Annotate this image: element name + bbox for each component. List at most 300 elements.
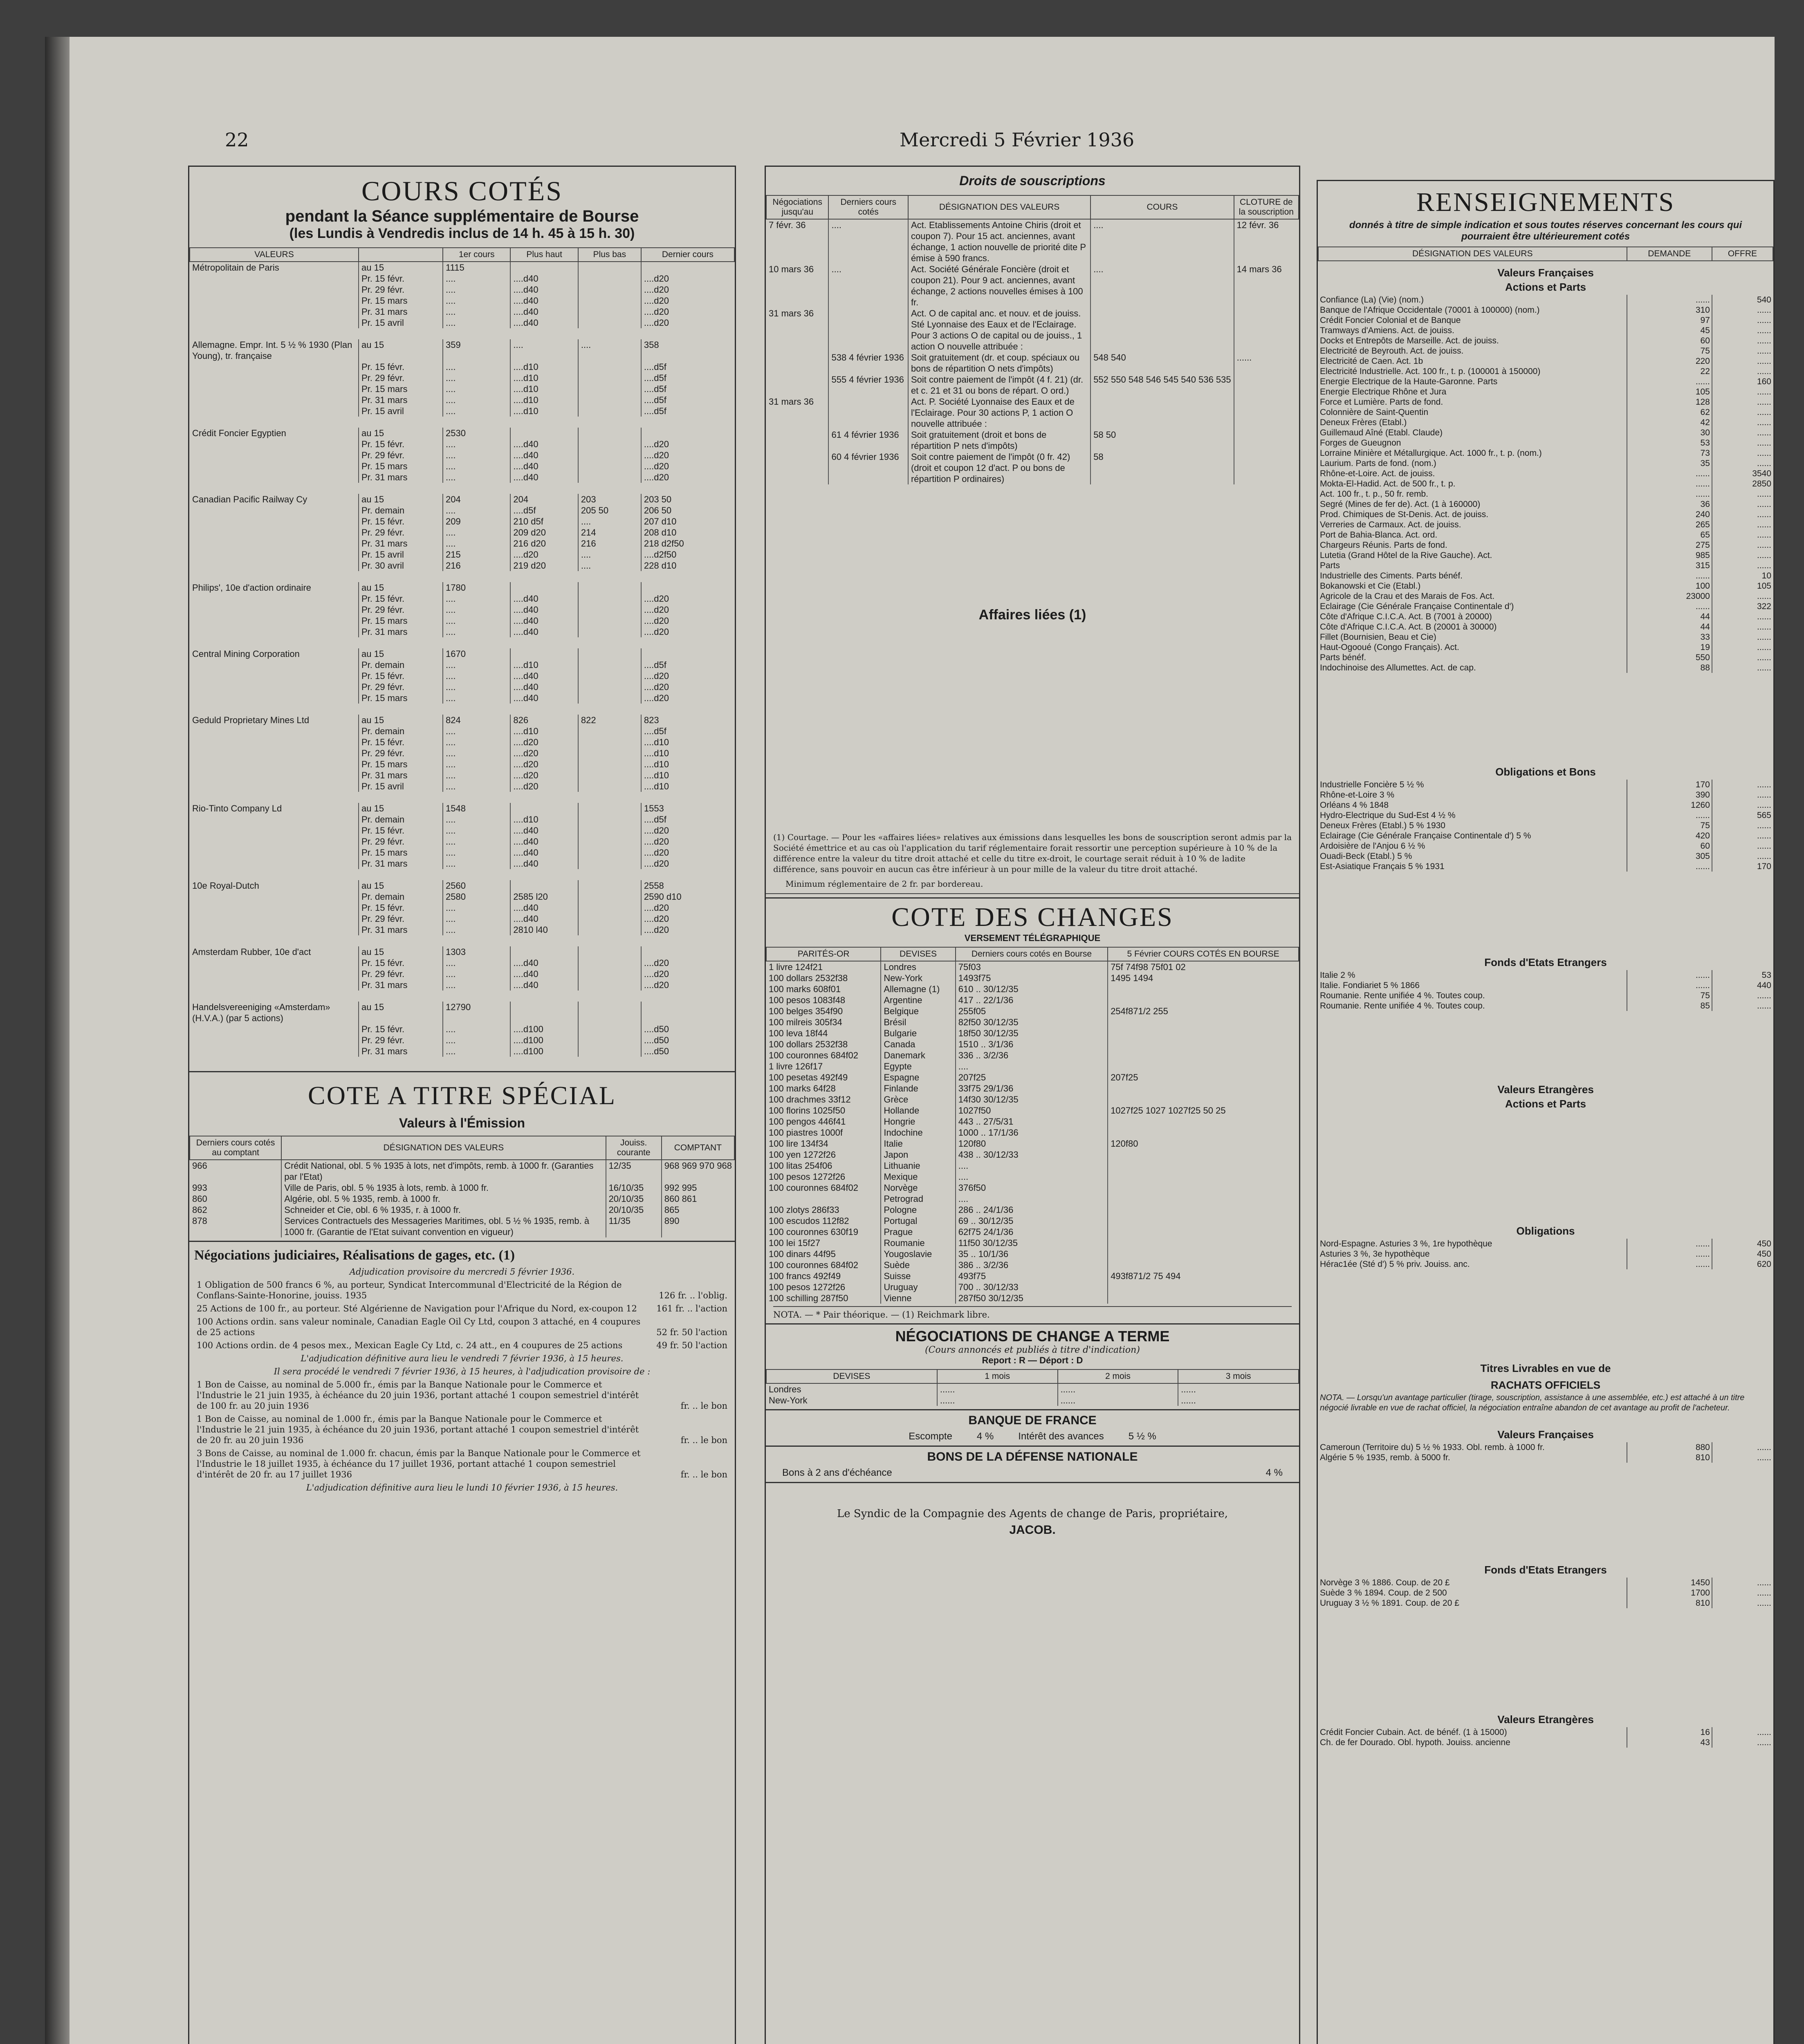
change-row-cell: 100 pesos 1083f48 [769,995,846,1005]
action-row [1318,612,1773,622]
cours-cotes-row-cell: 1115 [443,262,510,273]
souscription-row-cell [1234,429,1299,451]
cours-cotes-row-cell [578,361,641,372]
etr-obligation-row-cell: ...... [1627,1239,1712,1249]
cours-cotes-row-cell: Pr. 15 mars [359,759,443,770]
negociation-item-text: 25 Actions de 100 fr., au porteur. Sté Algérienne de Navigation pour l'Afrique du Nord, ex-coupon 12 [197,1304,637,1313]
cours-cotes-row-cell: 203 [578,494,641,505]
change-row-cell: .... [956,1193,1108,1204]
cours-cotes-row-cell [578,615,641,626]
change-row-cell: Indochine [881,1127,955,1138]
change-row-cell: 100 litas 254f06 [769,1161,832,1171]
cours-cotes-row-cell: ....d20 [510,770,578,781]
obligation-row-cell: 170 [1712,861,1773,872]
change-row-cell: 438 .. 30/12/33 [956,1149,1108,1160]
cours-cotes-header-2: 1er cours [443,248,510,262]
cours-cotes-row-cell [578,836,641,847]
change-row-cell [1108,1160,1299,1171]
cours-cotes-row-cell: ....d20 [641,439,734,450]
souscription-row-cell [1234,308,1299,352]
cours-cotes-row-cell: ....d20 [641,979,734,991]
souscription-row-cell [766,374,828,396]
obligation-row-cell: ...... [1627,810,1712,820]
cours-cotes-row-cell: 2585 l20 [510,891,578,902]
action-row-cell: 33 [1627,632,1712,642]
action-row-cell: ...... [1627,295,1712,305]
cours-cotes-row-cell [190,295,359,306]
cours-cotes-row-cell: Pr. 31 mars [359,924,443,935]
cours-cotes-row [190,902,734,913]
cours-cotes-row-cell: .... [443,505,510,516]
action-row-cell: Electricité de Beyrouth. Act. de jouiss. [1320,346,1464,356]
action-row-cell: 985 [1627,550,1712,560]
cours-cotes-row-cell [190,439,359,450]
cours-cotes-row-cell [578,439,641,450]
changes-title: COTE DES CHANGES [891,902,1173,932]
section-tl-valeurs-etrangeres-label: Valeurs Etrangères [1497,1713,1594,1726]
cours-cotes-row-cell [578,372,641,383]
section-valeurs-etrangeres [1318,1080,1773,1097]
action-row-cell: ...... [1627,479,1712,489]
cours-cotes-row-cell [510,582,578,593]
cours-cotes-row-cell [578,317,641,328]
cours-cotes-row-cell: ....d20 [641,858,734,869]
change-row-cell: 493f871/2 75 494 [1108,1271,1299,1282]
change-row-cell: Prague [881,1226,955,1237]
titre-special-row [190,1182,734,1193]
syndic-name: JACOB. [1009,1523,1056,1537]
change-row-cell: 100 milreis 305f34 [769,1017,842,1027]
cours-cotes-row-cell: .... [443,406,510,417]
cours-cotes-row [190,803,734,814]
change-row-cell: 610 .. 30/12/35 [956,984,1108,995]
change-row-cell [1108,1204,1299,1215]
cours-cotes-row [190,306,734,317]
spacer [190,417,359,428]
fonds-row-cell: ...... [1712,1001,1773,1011]
change-row-cell: 33f75 29/1/36 [956,1083,1108,1094]
change-row-cell: 700 .. 30/12/33 [956,1282,1108,1293]
obligation-row-cell: ...... [1712,820,1773,831]
change-row-cell: 100 escudos 112f82 [769,1216,849,1226]
tl-ve-row-cell: 16 [1627,1727,1712,1737]
action-row-cell: Confiance (La) (Vie) (nom.) [1320,295,1424,305]
cours-cotes-row-cell: ....d5f [641,372,734,383]
action-row-cell: ...... [1712,366,1773,377]
change-row-cell: .... [956,1061,1108,1072]
obligation-row [1318,831,1773,841]
cours-cotes-row-cell [190,748,359,759]
cours-cotes-row-cell: Pr. 15 févr. [359,273,443,284]
cours-cotes-row-cell: Pr. 15 avril [359,317,443,328]
etr-obligation-row [1318,1249,1773,1259]
action-row-cell: 220 [1627,356,1712,366]
cours-cotes-row-cell: 1548 [443,803,510,814]
action-row-cell: Energie Electrique Rhône et Jura [1320,387,1447,397]
change-row-cell: 75f 74f98 75f01 02 [1108,961,1299,973]
section-gap [1318,673,1773,763]
cours-cotes-row-cell: ....d20 [641,924,734,935]
tl-fe-row-cell: 1450 [1627,1578,1712,1588]
cours-cotes-row-cell: .... [443,781,510,792]
page-date: Mercredi 5 Février 1936 [900,129,1135,151]
cours-cotes-header-1 [359,248,443,262]
cours-cotes-row-cell: .... [578,560,641,571]
action-row-cell: ...... [1627,468,1712,479]
cours-cotes-row-cell: 218 d2f50 [641,538,734,549]
change-row-cell: 336 .. 3/2/36 [956,1050,1108,1061]
cours-cotes-row-cell: ....d40 [510,472,578,483]
cours-cotes-row-cell [190,626,359,637]
cours-cotes-row-cell: Pr. 29 févr. [359,913,443,924]
action-row-cell: 62 [1627,407,1712,417]
titre-special-row-cell: 12/35 [606,1160,662,1182]
cours-cotes-row-cell: 215 [443,549,510,560]
cours-cotes-row-cell: Pr. 15 mars [359,461,443,472]
obligation-row-cell: Deneux Frères (Etabl.) 5 % 1930 [1320,821,1445,830]
change-row [766,1260,1299,1271]
action-row-cell: Haut-Ogooué (Congo Français). Act. [1320,643,1459,652]
action-row-cell: ...... [1712,407,1773,417]
etr-obligation-row-cell: Hérac1ée (Sté d') 5 % priv. Jouiss. anc. [1320,1260,1470,1269]
cours-cotes-row-cell: Geduld Proprietary Mines Ltd [192,715,310,725]
action-row [1318,366,1773,377]
section-rachats-officiels-label: RACHATS OFFICIELS [1490,1379,1601,1391]
cours-cotes-row-cell: 823 [641,715,734,726]
cours-cotes-row-cell: .... [443,593,510,604]
cours-cotes-row-cell: 824 [443,715,510,726]
cours-cotes-row-cell: 214 [578,527,641,538]
group-spacer [190,328,734,339]
souscriptions-header-3: COURS [1090,195,1234,219]
change-row-cell: 75f03 [956,961,1108,973]
cours-cotes-row-cell [190,770,359,781]
souscription-row-cell [1234,374,1299,396]
cours-cotes-row-cell: Pr. 29 févr. [359,836,443,847]
cours-cotes-row-cell: ....d20 [641,295,734,306]
action-row-cell: 315 [1627,560,1712,571]
change-row-cell [1108,1293,1299,1304]
cours-cotes-row [190,262,734,273]
souscription-row-cell: Act. P. Société Lyonnaise des Eaux et de l'Eclairage. Pour 30 actions P, 1 action O nouvelle attribuée : [908,396,1090,429]
change-row-cell [1108,1260,1299,1271]
souscription-row-cell: 58 [1090,451,1234,484]
cours-cotes-row-cell: ....d20 [641,913,734,924]
section-actions-parts-2 [1318,1097,1773,1112]
cours-cotes-row-cell: Métropolitain de Paris [192,262,279,273]
cours-cotes-row-cell [578,781,641,792]
cours-cotes-row-cell: ....d20 [641,670,734,681]
cours-cotes-row [190,748,734,759]
cours-cotes-row-cell: ....d10 [641,748,734,759]
newspaper-page [45,37,1775,2044]
cours-cotes-row-cell [190,737,359,748]
souscription-row-cell: Soit contre paiement de l'impôt (4 f. 21) (dr. et c. 21 et 31 ou bons de répart. O ord.) [908,374,1090,396]
cours-cotes-row-cell [641,648,734,659]
action-row [1318,652,1773,663]
cours-cotes-row-cell: 1780 [443,582,510,593]
cours-cotes-row [190,946,734,957]
cours-cotes-row-cell [641,428,734,439]
action-row-cell: ...... [1712,520,1773,530]
section-rachats-officiels [1318,1376,1773,1393]
action-row-cell: ...... [1712,346,1773,356]
cours-cotes-row [190,538,734,549]
cours-cotes-row-cell [190,383,359,394]
cours-cotes-row-cell: .... [578,549,641,560]
titre-special-header-1: DÉSIGNATION DES VALEURS [281,1136,606,1160]
cours-cotes-row-cell: 2558 [641,880,734,891]
cours-cotes-row-cell [190,681,359,693]
action-row-cell: 35 [1627,458,1712,468]
group-spacer [190,637,734,648]
change-row-cell: 100 drachmes 33f12 [769,1094,851,1105]
fonds-row-cell: ...... [1712,991,1773,1001]
fonds-row-cell: Italie. Fondiariet 5 % 1866 [1320,981,1420,990]
terme-header-3: 3 mois [1178,1369,1299,1383]
change-row [766,1226,1299,1237]
change-row-cell: 100 belges 354f90 [769,1006,843,1016]
cours-cotes-row-cell: .... [443,759,510,770]
spacer [190,328,359,339]
change-row-cell: Pologne [881,1204,955,1215]
cours-cotes-row-cell: Canadian Pacific Railway Cy [192,494,307,504]
bon-item-price: fr. .. le bon [680,1401,727,1411]
cours-cotes-row-cell: .... [578,339,641,361]
action-row [1318,571,1773,581]
change-row-cell [1108,1050,1299,1061]
cours-cotes-row-cell: 1670 [443,648,510,659]
obligation-row [1318,790,1773,800]
cours-cotes-row-cell: ....d10 [510,361,578,372]
tl-fe-row-cell: 1700 [1627,1588,1712,1598]
spacer [190,792,359,803]
souscription-row [766,308,1299,352]
cours-cotes-row-cell: 216 [578,538,641,549]
change-row-cell: 100 dollars 2532f38 [769,973,848,983]
action-row-cell: Prod. Chimiques de St-Denis. Act. de jouiss. [1320,510,1489,519]
change-row-cell: 100 marks 64f28 [769,1083,836,1094]
cours-cotes-row-cell: ....d100 [510,1024,578,1035]
change-row [766,1293,1299,1304]
action-row-cell: Crédit Foncier Colonial et de Banque [1320,316,1461,325]
cours-cotes-row-cell [578,648,641,659]
cours-cotes-row-cell [578,1024,641,1035]
action-row-cell: Electricité de Caen. Act. 1b [1320,356,1423,366]
souscription-row-cell [828,308,908,352]
action-row [1318,397,1773,407]
titre-special-row-cell: 968 969 970 968 [662,1160,734,1182]
souscription-row-cell [766,451,828,484]
section-obligations [1318,1222,1773,1239]
cours-cotes-row-cell: ....d20 [641,284,734,295]
action-row-cell: Eclairage (Cie Générale Française Continentale d') [1320,602,1514,611]
action-row-cell: ...... [1712,325,1773,336]
cours-cotes-row-cell: au 15 [359,946,443,957]
cours-cotes-row-cell: ....d100 [510,1046,578,1057]
tl-fe-row [1318,1578,1773,1588]
cours-cotes-row [190,693,734,704]
left-column [188,166,736,2044]
change-row-cell: 100 francs 492f49 [769,1271,841,1281]
changes-header-0: PARITÉS-OR [766,947,881,961]
page-number: 22 [225,129,249,151]
obligation-row [1318,810,1773,820]
section-fonds-etrangers-label: Fonds d'Etats Etrangers [1484,956,1607,968]
cours-cotes-row-cell: Pr. 31 mars [359,1046,443,1057]
tl-vf-row-cell: ...... [1712,1442,1773,1452]
cours-cotes-row-cell: Pr. 29 févr. [359,284,443,295]
cours-cotes-row-cell [190,538,359,549]
action-row [1318,448,1773,458]
change-row-cell: 386 .. 3/2/36 [956,1260,1108,1271]
cours-cotes-row-cell: 208 d10 [641,527,734,538]
cours-cotes-row-cell: ....d40 [510,979,578,991]
terme-row-cell: ...... [937,1395,1058,1406]
action-row [1318,540,1773,550]
titre-special-row-cell: 860 [192,1194,207,1204]
cours-cotes-row-cell: Pr. 31 mars [359,394,443,406]
change-row [766,1050,1299,1061]
change-row [766,1028,1299,1039]
cours-cotes-header-0: VALEURS [190,248,359,262]
cours-cotes-row [190,781,734,792]
change-row [766,1094,1299,1105]
action-row-cell: ...... [1712,642,1773,652]
action-row-cell: 322 [1712,601,1773,612]
action-row-cell: ...... [1712,550,1773,560]
change-row-cell: 120f80 [1108,1138,1299,1149]
souscription-row-cell [1090,308,1234,352]
cours-cotes-row-cell [578,979,641,991]
change-row-cell: 1493f75 [956,973,1108,984]
cours-cotes-row [190,847,734,858]
cours-cotes-row-cell [190,273,359,284]
obligation-row-cell: Hydro-Electrique du Sud-Est 4 ½ % [1320,811,1456,820]
change-row-cell: 100 pesetas 492f49 [769,1072,848,1083]
obligation-row-cell: Ouadi-Beck (Etabl.) 5 % [1320,852,1412,861]
cours-cotes-row-cell: Pr. 29 févr. [359,604,443,615]
cours-cotes-row-cell: ....d20 [641,836,734,847]
souscription-row-cell: 58 50 [1090,429,1234,451]
change-row-cell: Yougoslavie [881,1248,955,1260]
cours-cotes-row-cell [190,1035,359,1046]
cours-cotes-row-cell: ....d40 [510,847,578,858]
change-row-cell: 207f25 [1108,1072,1299,1083]
cours-cotes-row-cell: au 15 [359,262,443,273]
obligation-row-cell: Ardoisière de l'Anjou 6 ½ % [1320,841,1425,851]
obligation-row [1318,820,1773,831]
terme-row [766,1395,1299,1406]
terme-header-0: DEVISES [766,1369,937,1383]
change-row-cell: 100 pesos 1272f26 [769,1172,846,1182]
cours-cotes-row-cell: .... [443,726,510,737]
cours-cotes-row-cell: ....d40 [510,957,578,968]
cours-cotes-row [190,494,734,505]
obligation-row-cell: Est-Asiatique Français 5 % 1931 [1320,862,1445,871]
change-row-cell: 100 yen 1272f26 [769,1150,836,1160]
cours-cotes-row [190,604,734,615]
tl-vf-row-cell: Algérie 5 % 1935, remb. à 5000 fr. [1320,1453,1450,1462]
cours-cotes-row [190,527,734,538]
action-row-cell: 275 [1627,540,1712,550]
cours-cotes-row-cell: ....d40 [510,604,578,615]
obligation-row [1318,800,1773,810]
avances-value: 5 ½ % [1128,1431,1156,1442]
cours-cotes-row-cell: .... [443,659,510,670]
cours-cotes-row-cell [578,693,641,704]
action-row-cell: ...... [1712,591,1773,601]
cours-cotes-row-cell: ....d10 [641,770,734,781]
cours-cotes-row-cell [190,659,359,670]
action-row-cell: 550 [1627,652,1712,663]
terme-header-1: 1 mois [937,1369,1058,1383]
etr-obligation-row-cell: ...... [1627,1259,1712,1269]
change-row-cell: Finlande [881,1083,955,1094]
cours-cotes-row-cell [641,582,734,593]
cours-cotes-row-cell: .... [443,1046,510,1057]
titre-special-row-cell: 878 [192,1216,207,1226]
change-row [766,1248,1299,1260]
change-row-cell: 1 livre 124f21 [769,962,823,972]
obligation-row-cell: 170 [1627,780,1712,790]
cours-cotes-row-cell: ....d40 [510,439,578,450]
change-row-cell [1108,1226,1299,1237]
cours-cotes-row-cell [190,781,359,792]
titre-special-header-3: COMPTANT [662,1136,734,1160]
action-row-cell: 44 [1627,622,1712,632]
cours-cotes-row-cell: Pr. 31 mars [359,770,443,781]
cours-cotes-row-cell: ....d20 [641,450,734,461]
cours-cotes-row [190,891,734,902]
action-row-cell: Energie Electrique de la Haute-Garonne. Parts [1320,377,1498,386]
section-valeurs-francaises-label: Valeurs Françaises [1497,267,1594,279]
action-row-cell: 22 [1627,366,1712,377]
terme-row-cell: New-York [769,1395,808,1405]
change-row-cell [1108,995,1299,1006]
tl-vf-row-cell: Cameroun (Territoire du) 5 ½ % 1933. Obl. remb. à 1000 fr. [1320,1443,1545,1452]
action-row-cell: 44 [1627,612,1712,622]
obligation-row-cell: Eclairage (Cie Générale Française Continentale d') 5 % [1320,831,1531,840]
cours-cotes-row [190,1035,734,1046]
etr-obligation-row-cell: Asturies 3 %, 3e hypothèque [1320,1249,1430,1259]
cours-cotes-row-cell: Pr. 15 mars [359,693,443,704]
action-row-cell: 160 [1712,377,1773,387]
cours-cotes-row-cell: Pr. demain [359,814,443,825]
section-gap [1318,1269,1773,1359]
souscription-row-cell: 12 févr. 36 [1234,219,1299,264]
souscriptions-header-2: DÉSIGNATION DES VALEURS [908,195,1090,219]
cours-cotes-row-cell [578,814,641,825]
cours-cotes-row-cell: Rio-Tinto Company Ld [192,803,282,814]
cours-cotes-row-cell [578,461,641,472]
change-row-cell: Uruguay [881,1282,955,1293]
change-row-cell: 100 marks 608f01 [769,984,841,994]
change-row-cell: 376f50 [956,1182,1108,1193]
obligation-row [1318,841,1773,851]
obligation-row-cell: 1260 [1627,800,1712,810]
fonds-row-cell: 53 [1712,970,1773,980]
tl-ve-row-cell: Crédit Foncier Cubain. Act. de bénéf. (1 à 15000) [1320,1728,1507,1737]
cours-cotes-row-cell: ....d20 [641,461,734,472]
cours-cotes-row-cell [190,847,359,858]
cours-cotes-row-cell: .... [443,306,510,317]
cours-cotes-row [190,273,734,284]
action-row-cell: 42 [1627,417,1712,428]
change-row-cell [1108,1094,1299,1105]
cours-cotes-row-cell: ....d40 [510,968,578,979]
cours-cotes-row [190,472,734,483]
